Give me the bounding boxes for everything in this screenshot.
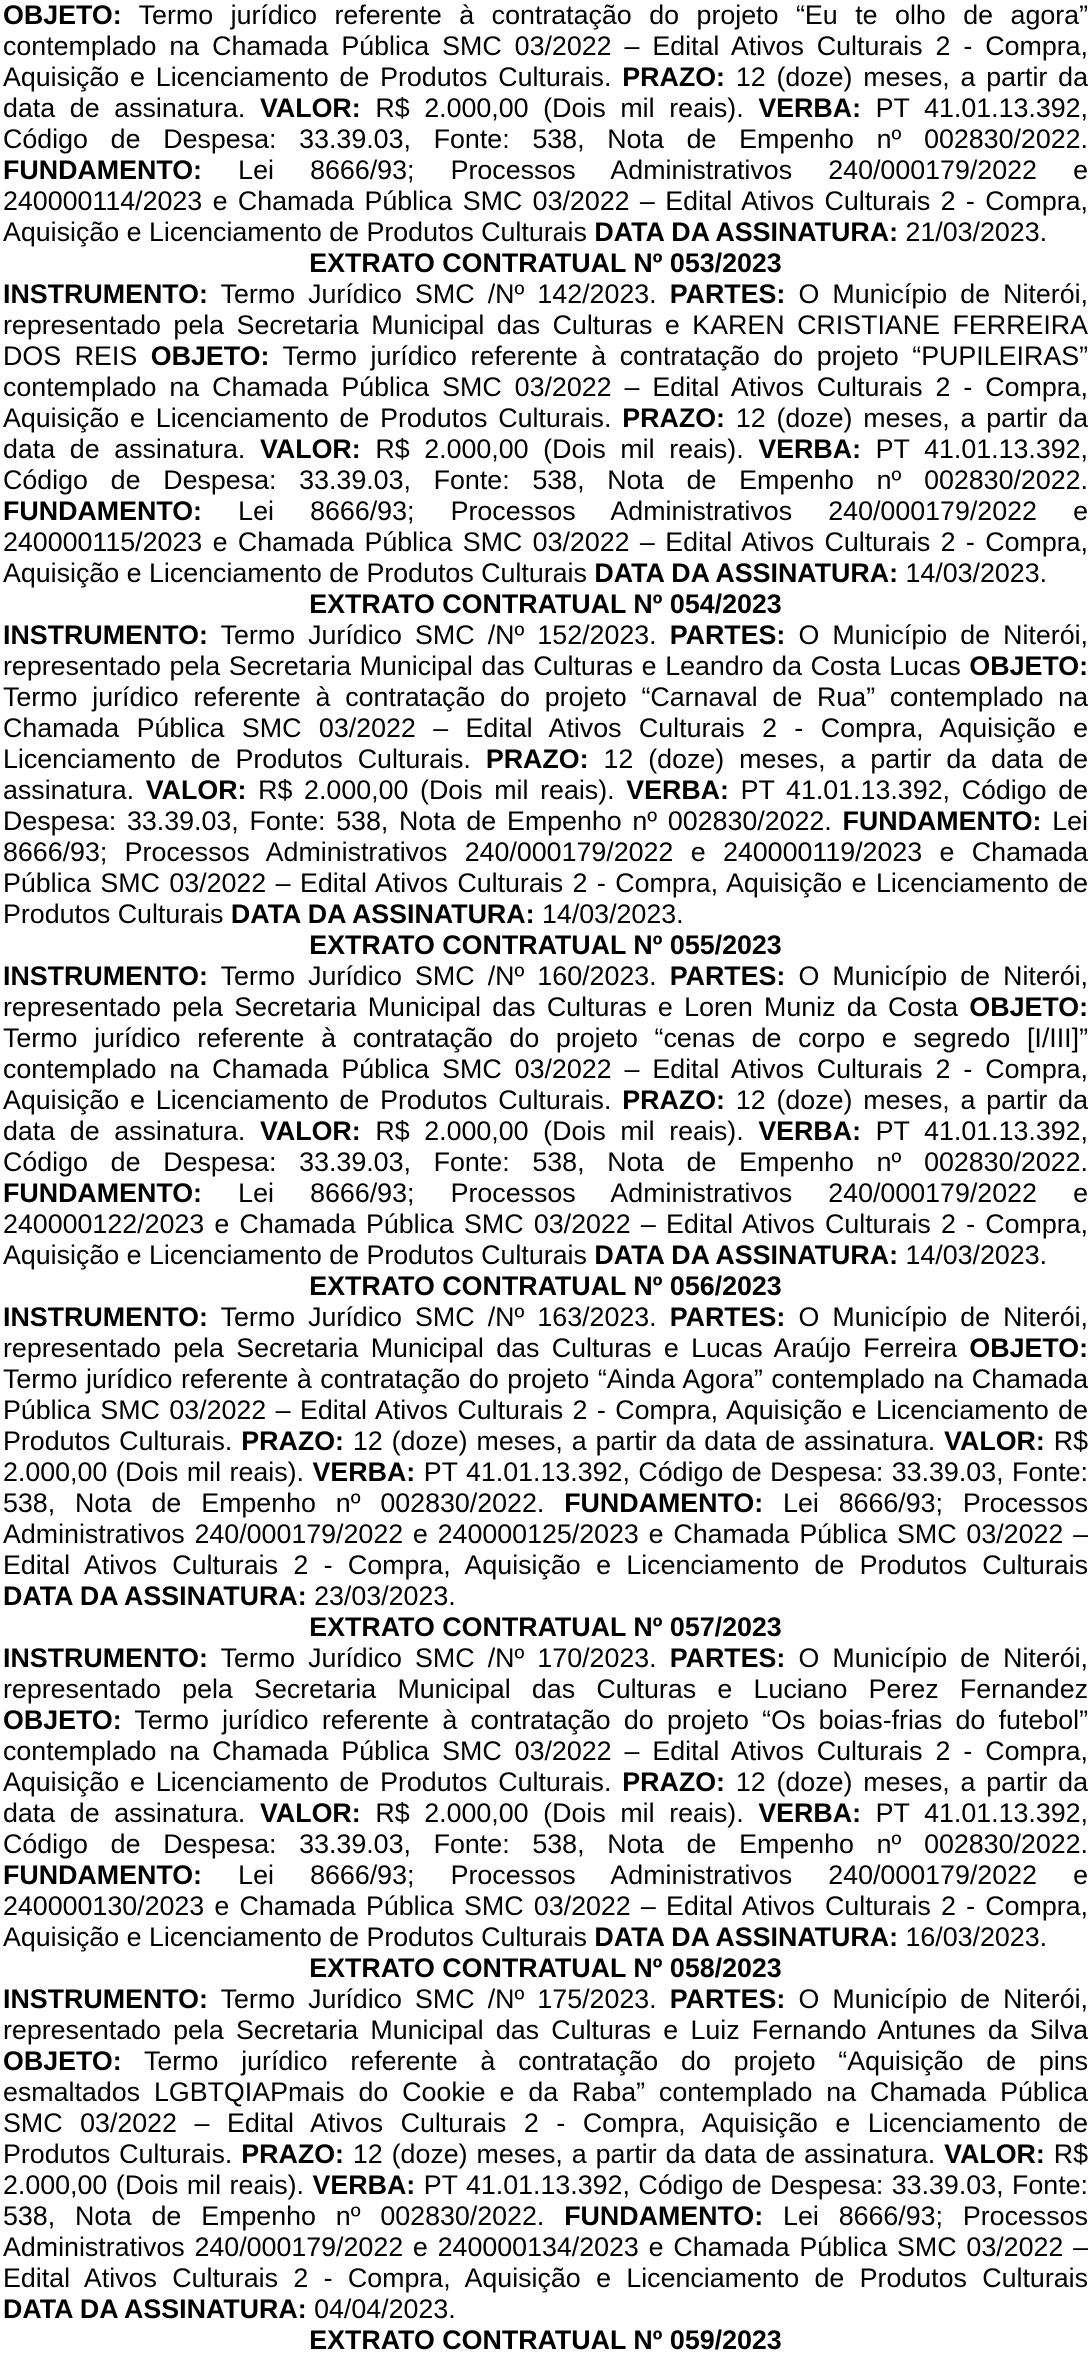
contract-extract: [3, 1953, 1088, 2325]
field-text: Produtos Culturais: [3, 899, 231, 929]
field-label: OBJETO:: [3, 2046, 122, 2076]
field-text: assinatura.: [3, 775, 146, 805]
text-line: [3, 1519, 1088, 1550]
text-line: [3, 1116, 1088, 1147]
field-label: VERBA:: [312, 2170, 416, 2200]
field-text: Aquisição e Licenciamento de Produtos Culturais.: [3, 1085, 623, 1115]
field-text: PT 41.01.13.392,: [861, 93, 1088, 123]
text-line: [3, 1209, 1088, 1240]
field-text: Lei: [1041, 806, 1088, 836]
text-line: [3, 0, 1088, 31]
extract-heading: EXTRATO CONTRATUAL Nº 057/2023: [309, 1612, 782, 1642]
field-label: VALOR:: [145, 775, 247, 805]
text-line: [3, 775, 1088, 806]
text-line: [3, 372, 1088, 403]
field-text: Despesa: 33.39.03, Fonte: 538, Nota de Empenho nº 002830/2022.: [3, 806, 843, 836]
field-label: PRAZO:: [241, 2139, 344, 2169]
field-text: Termo Jurídico SMC /Nº 170/2023.: [207, 1643, 670, 1673]
text-line: [3, 2046, 1088, 2077]
field-text: contemplado na Chamada Pública SMC 03/2022 – Edital Ativos Culturais 2 - Compra,: [3, 31, 1088, 61]
field-label: PARTES:: [669, 279, 786, 309]
field-text: R$: [1044, 2139, 1088, 2169]
field-text: representado pela Secretaria Municipal das Culturas e Luciano Perez Fernandez: [3, 1674, 1088, 1704]
text-line: [3, 1085, 1088, 1116]
text-line: [3, 310, 1088, 341]
text-line: [3, 434, 1088, 465]
field-label: OBJETO:: [969, 992, 1088, 1022]
field-text: contemplado na Chamada Pública SMC 03/2022 – Edital Ativos Culturais 2 - Compra,: [3, 372, 1088, 402]
field-text: Produtos Culturais.: [3, 1426, 242, 1456]
field-text: 14/03/2023.: [534, 899, 684, 929]
text-line: [3, 217, 1088, 248]
field-text: 12 (doze) meses, a partir da data de: [588, 744, 1088, 774]
field-label: DATA DA ASSINATURA:: [3, 2294, 307, 2324]
field-text: Termo Jurídico SMC /Nº 163/2023.: [207, 1302, 670, 1332]
field-text: Código de Despesa: 33.39.03, Fonte: 538, Nota de Empenho nº 002830/2022.: [3, 1829, 1088, 1859]
text-line: [3, 465, 1088, 496]
field-text: PT 41.01.13.392, Código de Despesa: 33.39.03, Fonte:: [415, 1457, 1088, 1487]
text-line: [3, 1333, 1088, 1364]
field-text: Edital Ativos Culturais 2 - Compra, Aquisição e Licenciamento de Produtos Culturais: [3, 2263, 1088, 2293]
extract-heading: EXTRATO CONTRATUAL Nº 058/2023: [309, 1953, 782, 1983]
field-text: Aquisição e Licenciamento de Produtos Culturais.: [3, 403, 623, 433]
field-label: VALOR:: [259, 1116, 361, 1146]
field-text: data de assinatura.: [3, 1798, 260, 1828]
field-text: Administrativos 240/000179/2022 e 240000134/2023 e Chamada Pública SMC 03/2022 –: [3, 2232, 1088, 2262]
field-text: Termo Jurídico SMC /Nº 160/2023.: [207, 961, 670, 991]
field-text: 240000114/2023 e Chamada Pública SMC 03/2022 – Edital Ativos Culturais 2 - Compra,: [3, 186, 1088, 216]
field-text: 538, Nota de Empenho nº 002830/2022.: [3, 2201, 565, 2231]
field-text: representado pela Secretaria Municipal das Culturas e Loren Muniz da Costa: [3, 992, 970, 1022]
field-label: OBJETO:: [3, 1705, 122, 1735]
text-line: [3, 1736, 1088, 1767]
field-text: representado pela Secretaria Municipal das Culturas e Lucas Araújo Ferreira: [3, 1333, 970, 1363]
field-text: Aquisição e Licenciamento de Produtos Culturais: [3, 217, 595, 247]
field-text: data de assinatura.: [3, 434, 260, 464]
field-text: Termo Jurídico SMC /Nº 142/2023.: [207, 279, 670, 309]
field-text: Edital Ativos Culturais 2 - Compra, Aquisição e Licenciamento de Produtos Culturais: [3, 1550, 1088, 1580]
extract-body: [3, 1302, 1088, 1612]
field-label: INSTRUMENTO:: [3, 1302, 208, 1332]
text-line: [3, 868, 1088, 899]
text-line: [3, 2108, 1088, 2139]
field-text: R$ 2.000,00 (Dois mil reais).: [360, 1798, 759, 1828]
field-text: Lei 8666/93; Processos Administrativos 240/000179/2022 e: [201, 1178, 1088, 1208]
extract-heading: EXTRATO CONTRATUAL Nº 056/2023: [309, 1271, 782, 1301]
field-label: PARTES:: [669, 620, 786, 650]
field-text: O Município de Niterói,: [785, 1643, 1088, 1673]
field-text: data de assinatura.: [3, 1116, 260, 1146]
extract-body: [3, 1984, 1088, 2325]
field-label: FUNDAMENTO:: [564, 2201, 764, 2231]
field-label: VALOR:: [259, 93, 361, 123]
field-text: Termo jurídico referente à contratação do projeto “PUPILEIRAS”: [269, 341, 1088, 371]
field-label: VALOR:: [944, 1426, 1045, 1456]
contract-extract: [3, 1612, 1088, 1953]
field-label: FUNDAMENTO:: [564, 1488, 764, 1518]
text-line: [3, 93, 1088, 124]
field-text: R$ 2.000,00 (Dois mil reais).: [360, 93, 759, 123]
field-text: Lei 8666/93; Processos: [763, 1488, 1088, 1518]
text-line: [3, 837, 1088, 868]
text-line: [3, 2294, 1088, 2325]
field-text: DOS REIS: [3, 341, 151, 371]
text-line: [3, 403, 1088, 434]
field-text: O Município de Niterói,: [785, 620, 1088, 650]
field-label: PRAZO:: [485, 744, 589, 774]
field-text: R$ 2.000,00 (Dois mil reais).: [360, 1116, 759, 1146]
field-label: INSTRUMENTO:: [3, 620, 208, 650]
field-label: DATA DA ASSINATURA:: [3, 1581, 307, 1611]
text-line: [3, 1705, 1088, 1736]
field-text: 2.000,00 (Dois mil reais).: [3, 2170, 313, 2200]
field-label: FUNDAMENTO:: [842, 806, 1042, 836]
text-line: [3, 1829, 1088, 1860]
field-text: representado pela Secretaria Municipal das Culturas e Leandro da Costa Lucas: [3, 651, 970, 681]
contract-extract: [3, 930, 1088, 1271]
field-text: Lei 8666/93; Processos Administrativos 240/000179/2022 e: [201, 496, 1088, 526]
text-line: [3, 1581, 1088, 1612]
field-label: PRAZO:: [622, 62, 725, 92]
text-line: [3, 1426, 1088, 1457]
field-text: 240000130/2023 e Chamada Pública SMC 03/2022 – Edital Ativos Culturais 2 - Compra,: [3, 1891, 1088, 1921]
field-text: Aquisição e Licenciamento de Produtos Culturais: [3, 558, 595, 588]
field-label: VERBA:: [758, 1116, 862, 1146]
text-line: [3, 2263, 1088, 2294]
field-label: PRAZO:: [241, 1426, 344, 1456]
field-text: 16/03/2023.: [898, 1922, 1048, 1952]
contract-extract: [3, 2325, 1088, 2356]
text-line: [3, 961, 1088, 992]
text-line: [3, 1457, 1088, 1488]
field-text: Termo jurídico referente à contratação do projeto “Aquisição de pins: [121, 2046, 1088, 2076]
field-label: PRAZO:: [622, 1085, 725, 1115]
text-line: [3, 1550, 1088, 1581]
extract-heading: EXTRATO CONTRATUAL Nº 059/2023: [309, 2325, 782, 2355]
field-text: PT 41.01.13.392,: [861, 434, 1088, 464]
field-label: VERBA:: [758, 1798, 862, 1828]
contract-extract: [3, 1271, 1088, 1612]
text-line: [3, 62, 1088, 93]
text-line: [3, 1023, 1088, 1054]
field-label: DATA DA ASSINATURA:: [594, 1240, 899, 1270]
field-text: PT 41.01.13.392,: [861, 1116, 1088, 1146]
field-label: PARTES:: [669, 1984, 786, 2014]
field-label: DATA DA ASSINATURA:: [594, 217, 899, 247]
field-text: 14/03/2023.: [898, 1240, 1048, 1270]
field-text: 240000122/2023 e Chamada Pública SMC 03/2022 – Edital Ativos Culturais 2 - Compra,: [3, 1209, 1088, 1239]
field-text: 12 (doze) meses, a partir da data de assinatura.: [343, 1426, 945, 1456]
field-text: R$ 2.000,00 (Dois mil reais).: [360, 434, 759, 464]
field-label: VALOR:: [259, 434, 361, 464]
field-text: O Município de Niterói,: [785, 1302, 1088, 1332]
text-line: [3, 2170, 1088, 2201]
text-line: [3, 1643, 1088, 1674]
text-line: [3, 682, 1088, 713]
text-line: [3, 1178, 1088, 1209]
field-label: INSTRUMENTO:: [3, 279, 208, 309]
field-label: VERBA:: [626, 775, 729, 805]
text-line: [3, 2201, 1088, 2232]
text-line: [3, 1147, 1088, 1178]
field-label: PRAZO:: [622, 1767, 725, 1797]
field-text: R$: [1044, 1426, 1088, 1456]
field-text: Aquisição e Licenciamento de Produtos Culturais: [3, 1922, 595, 1952]
text-line: [3, 806, 1088, 837]
field-text: Termo jurídico referente à contratação do projeto “Ainda Agora” contemplado na Chamada: [3, 1364, 1088, 1394]
field-text: Pública SMC 03/2022 – Edital Ativos Culturais 2 - Compra, Aquisição e Licenciamento de: [3, 868, 1088, 898]
text-line: [3, 992, 1088, 1023]
field-text: 538, Nota de Empenho nº 002830/2022.: [3, 1488, 565, 1518]
field-text: representado pela Secretaria Municipal das Culturas e Luiz Fernando Antunes da Silva: [3, 2015, 1088, 2045]
field-text: O Município de Niterói,: [785, 1984, 1088, 2014]
text-line: [3, 1364, 1088, 1395]
field-label: FUNDAMENTO:: [3, 155, 202, 185]
extract-body: [3, 620, 1088, 930]
field-label: DATA DA ASSINATURA:: [594, 558, 899, 588]
text-line: [3, 1395, 1088, 1426]
field-text: Lei 8666/93; Processos Administrativos 240/000179/2022 e: [201, 155, 1088, 185]
field-text: 12 (doze) meses, a partir da: [724, 1767, 1088, 1797]
field-text: 12 (doze) meses, a partir da: [724, 62, 1088, 92]
text-line: [3, 899, 1088, 930]
text-line: [3, 496, 1088, 527]
field-text: O Município de Niterói,: [785, 961, 1088, 991]
field-text: Código de Despesa: 33.39.03, Fonte: 538, Nota de Empenho nº 002830/2022.: [3, 124, 1088, 154]
field-text: contemplado na Chamada Pública SMC 03/2022 – Edital Ativos Culturais 2 - Compra,: [3, 1736, 1088, 1766]
text-line: [3, 1240, 1088, 1271]
field-text: Termo Jurídico SMC /Nº 152/2023.: [207, 620, 670, 650]
field-text: 14/03/2023.: [898, 558, 1048, 588]
text-line: [3, 713, 1088, 744]
field-text: Chamada Pública SMC 03/2022 – Edital Ativos Culturais 2 - Compra, Aquisição e: [3, 713, 1088, 743]
field-text: 2.000,00 (Dois mil reais).: [3, 1457, 313, 1487]
text-line: [3, 31, 1088, 62]
field-text: SMC 03/2022 – Edital Ativos Culturais 2 - Compra, Aquisição e Licenciamento de: [3, 2108, 1088, 2138]
field-text: Termo jurídico referente à contratação do projeto “cenas de corpo e segredo [I/III]”: [3, 1023, 1088, 1053]
text-line: [3, 651, 1088, 682]
extract-body: [3, 1643, 1088, 1953]
text-line: [3, 2232, 1088, 2263]
field-text: Código de Despesa: 33.39.03, Fonte: 538, Nota de Empenho nº 002830/2022.: [3, 1147, 1088, 1177]
field-text: 240000115/2023 e Chamada Pública SMC 03/2022 – Edital Ativos Culturais 2 - Compra,: [3, 527, 1088, 557]
field-label: FUNDAMENTO:: [3, 496, 202, 526]
text-line: [3, 1767, 1088, 1798]
text-line: [3, 744, 1088, 775]
contract-extract: [3, 248, 1088, 589]
field-label: VERBA:: [758, 434, 862, 464]
text-line: [3, 1860, 1088, 1891]
text-line: [3, 1488, 1088, 1519]
field-text: Licenciamento de Produtos Culturais.: [3, 744, 486, 774]
text-line: [3, 341, 1088, 372]
field-text: 12 (doze) meses, a partir da data de assinatura.: [343, 2139, 945, 2169]
extract-heading: EXTRATO CONTRATUAL Nº 055/2023: [309, 930, 782, 960]
text-line: [3, 2077, 1088, 2108]
text-line: [3, 186, 1088, 217]
text-line: [3, 2015, 1088, 2046]
extract-heading: EXTRATO CONTRATUAL Nº 054/2023: [309, 589, 782, 619]
text-line: [3, 1054, 1088, 1085]
text-line: [3, 124, 1088, 155]
field-label: VERBA:: [758, 93, 862, 123]
field-text: 23/03/2023.: [306, 1581, 456, 1611]
field-text: Termo Jurídico SMC /Nº 175/2023.: [207, 1984, 670, 2014]
field-text: Código de Despesa: 33.39.03, Fonte: 538, Nota de Empenho nº 002830/2022.: [3, 465, 1088, 495]
text-line: [3, 527, 1088, 558]
field-text: O Município de Niterói,: [785, 279, 1088, 309]
field-label: OBJETO:: [150, 341, 270, 371]
field-text: 12 (doze) meses, a partir da: [724, 1085, 1088, 1115]
field-text: Aquisição e Licenciamento de Produtos Culturais.: [3, 1767, 623, 1797]
text-line: [3, 2139, 1088, 2170]
field-label: OBJETO:: [969, 1333, 1088, 1363]
field-text: Termo jurídico referente à contratação do projeto “Carnaval de Rua” contemplado na: [3, 682, 1088, 712]
extract-heading: EXTRATO CONTRATUAL Nº 053/2023: [309, 248, 782, 278]
field-text: 21/03/2023.: [898, 217, 1048, 247]
field-text: Termo jurídico referente à contratação do projeto “Os boias-frias do futebol”: [121, 1705, 1088, 1735]
text-line: [3, 1891, 1088, 1922]
field-label: PARTES:: [669, 1643, 786, 1673]
text-line: [3, 620, 1088, 651]
text-line: [3, 279, 1088, 310]
field-label: VERBA:: [312, 1457, 416, 1487]
field-label: PRAZO:: [622, 403, 725, 433]
field-text: 04/04/2023.: [306, 2294, 456, 2324]
text-line: [3, 1984, 1088, 2015]
field-text: 8666/93; Processos Administrativos 240/000179/2022 e 240000119/2023 e Chamada: [3, 837, 1088, 867]
field-text: PT 41.01.13.392, Código de: [728, 775, 1088, 805]
field-label: DATA DA ASSINATURA:: [230, 899, 535, 929]
field-text: Lei 8666/93; Processos: [763, 2201, 1088, 2231]
text-line: [3, 558, 1088, 589]
field-label: FUNDAMENTO:: [3, 1178, 202, 1208]
field-label: PARTES:: [669, 1302, 786, 1332]
field-label: OBJETO:: [969, 651, 1088, 681]
field-text: R$ 2.000,00 (Dois mil reais).: [246, 775, 627, 805]
text-line: [3, 1674, 1088, 1705]
field-label: VALOR:: [944, 2139, 1045, 2169]
contract-extract: [3, 589, 1088, 930]
field-label: DATA DA ASSINATURA:: [594, 1922, 899, 1952]
field-label: VALOR:: [259, 1798, 361, 1828]
text-line: [3, 1922, 1088, 1953]
field-text: Aquisição e Licenciamento de Produtos Culturais: [3, 1240, 595, 1270]
extract-body: [3, 961, 1088, 1271]
field-text: Termo jurídico referente à contratação do projeto “Eu te olho de agora”: [121, 0, 1088, 30]
extract-body: [3, 279, 1088, 589]
field-text: PT 41.01.13.392, Código de Despesa: 33.39.03, Fonte:: [415, 2170, 1088, 2200]
field-text: Lei 8666/93; Processos Administrativos 240/000179/2022 e: [201, 1860, 1088, 1890]
field-text: data de assinatura.: [3, 93, 260, 123]
field-label: INSTRUMENTO:: [3, 961, 208, 991]
field-text: esmaltados LGBTQIAPmais do Cookie e da Raba” contemplado na Chamada Pública: [3, 2077, 1088, 2107]
text-line: [3, 1302, 1088, 1333]
field-text: Administrativos 240/000179/2022 e 240000125/2023 e Chamada Pública SMC 03/2022 –: [3, 1519, 1088, 1549]
field-label: PARTES:: [669, 961, 786, 991]
field-label: FUNDAMENTO:: [3, 1860, 202, 1890]
field-label: INSTRUMENTO:: [3, 1643, 208, 1673]
text-line: [3, 1798, 1088, 1829]
field-text: contemplado na Chamada Pública SMC 03/2022 – Edital Ativos Culturais 2 - Compra,: [3, 1054, 1088, 1084]
field-label: OBJETO:: [3, 0, 122, 30]
field-text: Pública SMC 03/2022 – Edital Ativos Culturais 2 - Compra, Aquisição e Licenciamento de: [3, 1395, 1088, 1425]
field-text: Aquisição e Licenciamento de Produtos Culturais.: [3, 62, 623, 92]
field-text: PT 41.01.13.392,: [861, 1798, 1088, 1828]
field-text: Produtos Culturais.: [3, 2139, 242, 2169]
contract-extract: [3, 0, 1088, 248]
field-text: representado pela Secretaria Municipal das Culturas e KAREN CRISTIANE FERREIRA: [3, 310, 1088, 340]
text-line: [3, 155, 1088, 186]
extract-body: [3, 0, 1088, 248]
field-text: 12 (doze) meses, a partir da: [724, 403, 1088, 433]
field-label: INSTRUMENTO:: [3, 1984, 208, 2014]
